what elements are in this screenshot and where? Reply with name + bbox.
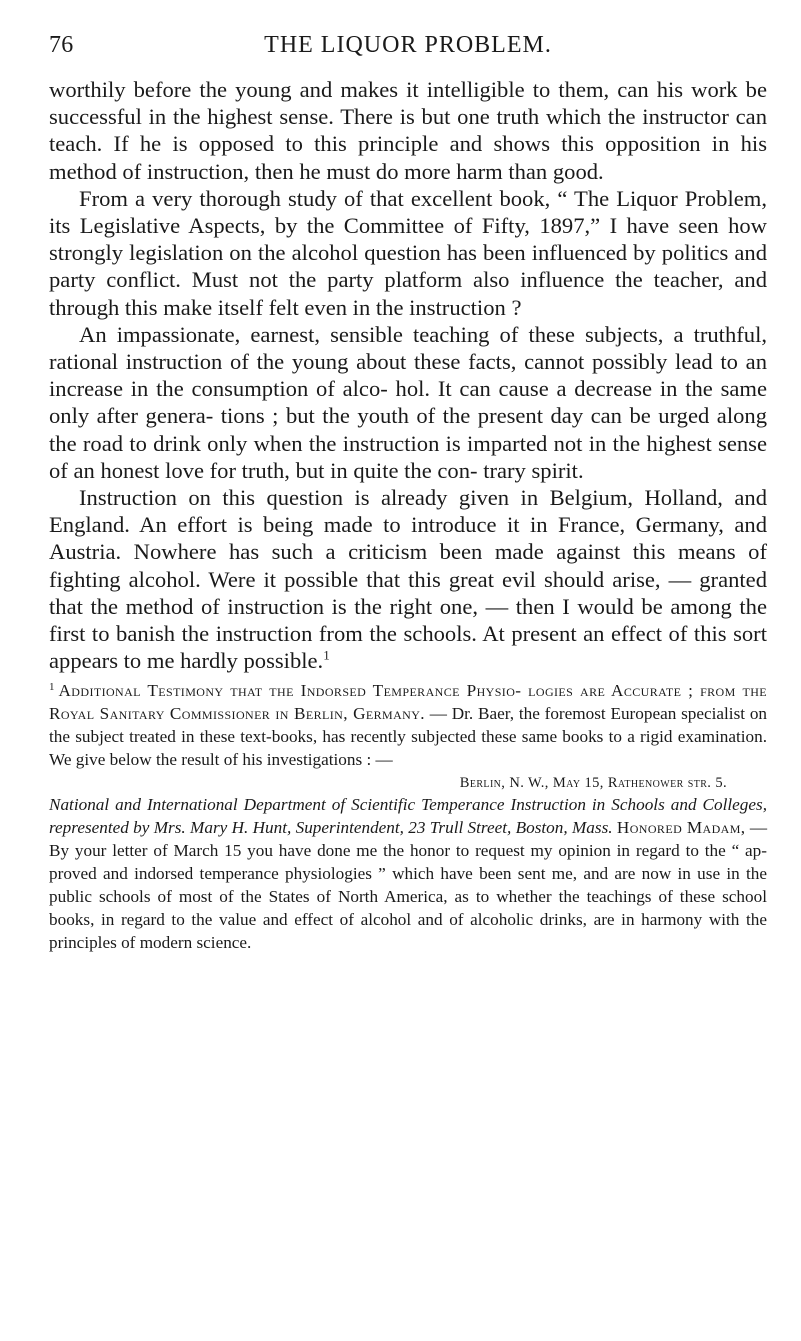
book-page [49, 30, 767, 954]
letter-paragraph [49, 794, 767, 954]
letter-salutation: Honored Madam, [616, 818, 746, 837]
letter-address: National and International Department of Scientific Temperance Instruction in Schools and Colleges, represented by Mrs. Mary H. Hunt, Superintendent, 23 Trull Street, Boston, Mass. [49, 795, 767, 837]
paragraph-4-text: Instruction on this question is already given in Belgium, Holland, and England. An effort is being made to introduce it in France, Germany, and Austria. Nowhere has such a criticism been made against this means of fighting alcohol. Were it possible that this great evil should arise, — granted that the method of instruction is the right one, — then I would be among the first to banish the instruction from the schools. At present an effect of this sort appears to me hardly possible. [49, 485, 767, 674]
letter-dateline: Berlin, N. W., May 15, Rathenower str. 5. [459, 775, 727, 792]
footnote-marker: 1 [49, 680, 55, 693]
footnote-heading: Additional Testimony that the Indorsed Temperance Physio- logies are Accurate ; from the Royal Sanitary Commissioner in Berlin, Germany. [49, 681, 767, 724]
footnote-heading-paragraph [49, 680, 767, 772]
footnote-reference: 1 [323, 647, 330, 663]
main-text [49, 76, 767, 674]
running-title: THE LIQUOR PROBLEM. [264, 32, 552, 58]
footnote-intro: — Dr. Baer, the foremost European specialist on the subject treated in these text-books, has recently subjected these same books to a rigid examination. We give below the result of his investigations : — [49, 704, 768, 770]
letter-text: — By your letter of March 15 you have done me the honor to request my opinion in regard to the “ ap- proved and indorsed temperance physiologies ” which have been sent me, and are now in use in the public schools of most of the States of North America, as to whether the teachings of these school books, in regard to the value and effect of alcohol and of alcoholic drinks, are in harmony with the principles of modern science. [49, 818, 768, 952]
page-header [49, 30, 767, 66]
paragraph-1: worthily before the young and makes it intelligible to them, can his work be successful in the highest sense. There is but one truth which the instructor can teach. If he is opposed to this principle and shows this opposition in his method of instruction, then he must do more harm than good. [49, 77, 767, 184]
paragraph-4 [49, 484, 767, 674]
paragraph-3: An impassionate, earnest, sensible teaching of these subjects, a truthful, rational instruction of the young about these facts, cannot possibly lead to an increase in the consumption of alco- hol. It can cause a decrease in the same only after genera- tions ; but the youth of the present day can be urged along the road to drink only when the instruction is imparted not in the highest sense of an honest love for truth, but in quite the con- trary spirit. [49, 321, 767, 483]
footnote [49, 680, 767, 954]
paragraph-2: From a very thorough study of that excellent book, “ The Liquor Problem, its Legislative Aspects, by the Committee of Fifty, 1897,” I have seen how strongly legislation on the alcohol question has been influenced by politics and party conflict. Must not the party platform also influence the teacher, and through this make itself felt even in the instruction ? [49, 185, 767, 320]
page-number: 76 [49, 32, 74, 58]
